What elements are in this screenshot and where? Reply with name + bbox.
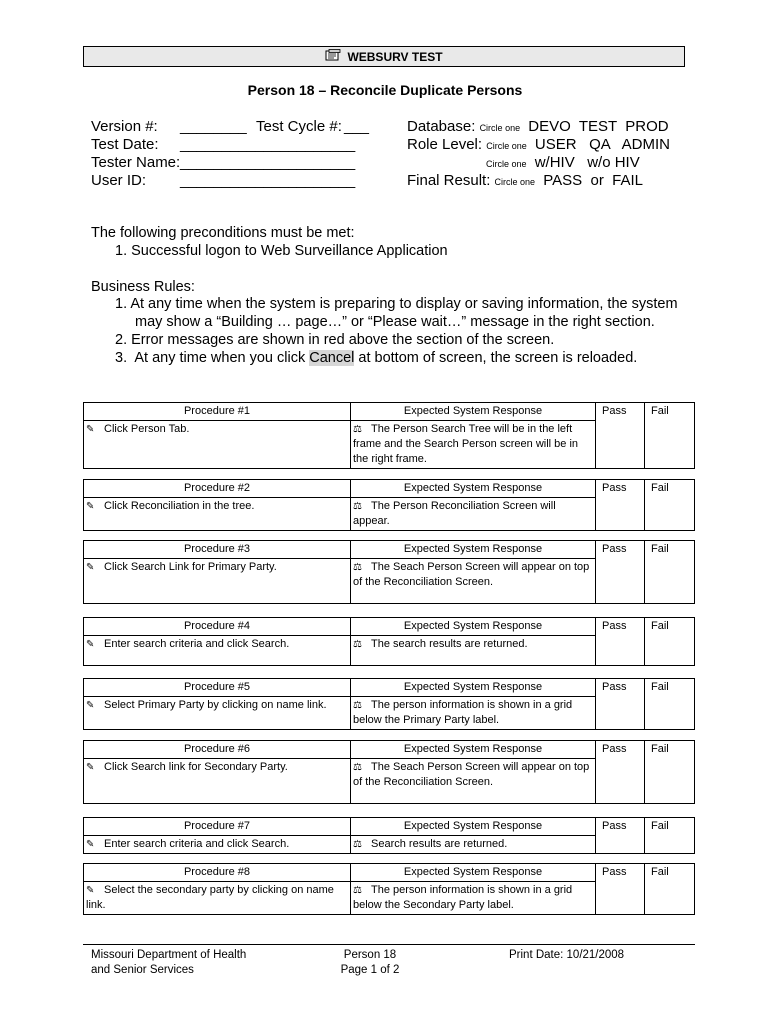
test-date-blank: _____________________ xyxy=(180,136,356,153)
version-blank: ________ xyxy=(180,118,247,135)
procedure-action: ✎ Click Search link for Secondary Party. xyxy=(84,759,351,804)
procedure-title: Procedure #6 xyxy=(84,741,351,759)
precondition-item: 1. Successful logon to Web Surveillance Application xyxy=(115,243,448,259)
expected-response: ⚖ The Person Reconciliation Screen will appear. xyxy=(351,498,596,531)
final-result-row xyxy=(407,172,643,189)
hand-pointer-icon: ✎ xyxy=(86,700,95,711)
fail-cell: Fail xyxy=(645,541,695,604)
procedure-action: ✎ Click Reconciliation in the tree. xyxy=(84,498,351,531)
database-row xyxy=(407,118,669,135)
expected-header: Expected System Response xyxy=(351,618,596,636)
database-options: DEVO TEST PROD xyxy=(528,118,669,135)
preconditions-intro: The following preconditions must be met: xyxy=(91,225,355,241)
hand-pointer-icon: ✎ xyxy=(86,839,95,850)
footer-organization: Missouri Department of Health and Senior Services xyxy=(91,949,247,976)
procedure-action: ✎ Click Person Tab. xyxy=(84,421,351,469)
expected-response: ⚖ The person information is shown in a grid below the Secondary Party label. xyxy=(351,882,596,915)
procedure-action: ✎ Select Primary Party by clicking on name link. xyxy=(84,697,351,730)
hiv-row xyxy=(486,154,640,171)
pass-cell: Pass xyxy=(596,403,645,469)
circle-one-note: Circle one xyxy=(486,141,527,151)
procedure-table-3 xyxy=(83,540,695,604)
hand-pointer-icon: ✎ xyxy=(86,639,95,650)
expected-header: Expected System Response xyxy=(351,741,596,759)
business-rule-1: 1. At any time when the system is preparing to display or saving information, the system xyxy=(115,296,678,312)
expected-header: Expected System Response xyxy=(351,480,596,498)
expected-header: Expected System Response xyxy=(351,541,596,559)
business-rule-3: 3. At any time when you click Cancel at bottom of screen, the screen is reloaded. xyxy=(115,350,638,366)
expected-response: ⚖ The Seach Person Screen will appear on top of the Reconciliation Screen. xyxy=(351,759,596,804)
business-rule-2: 2. Error messages are shown in red above the section of the screen. xyxy=(115,332,555,348)
tester-name-label: Tester Name: xyxy=(91,154,181,171)
pass-cell: Pass xyxy=(596,480,645,531)
user-id-label: User ID: xyxy=(91,172,147,189)
role-label: Role Level: xyxy=(407,136,483,153)
circle-one-note: Circle one xyxy=(494,177,536,187)
print-date: Print Date: 10/21/2008 xyxy=(509,949,625,961)
procedure-action: ✎ Click Search Link for Primary Party. xyxy=(84,559,351,604)
scale-icon: ⚖ xyxy=(353,700,362,711)
procedure-table-8 xyxy=(83,863,695,915)
pass-cell: Pass xyxy=(596,541,645,604)
circle-one-note: Circle one xyxy=(486,159,527,169)
pass-cell: Pass xyxy=(596,741,645,804)
hand-pointer-icon: ✎ xyxy=(86,885,95,896)
fail-cell: Fail xyxy=(645,618,695,666)
business-rules-title: Business Rules: xyxy=(91,279,195,295)
user-id-blank: _____________________ xyxy=(180,172,356,189)
hiv-options: w/HIV w/o HIV xyxy=(534,154,640,171)
scale-icon: ⚖ xyxy=(353,762,362,773)
pass-cell: Pass xyxy=(596,679,645,730)
scale-icon: ⚖ xyxy=(353,424,362,435)
footer-page-info xyxy=(300,948,440,978)
procedure-table-4 xyxy=(83,617,695,666)
pass-cell: Pass xyxy=(596,864,645,915)
page-title: Person 18 – Reconcile Duplicate Persons xyxy=(247,82,523,98)
procedure-title: Procedure #3 xyxy=(84,541,351,559)
procedure-title: Procedure #4 xyxy=(84,618,351,636)
procedure-table-7 xyxy=(83,817,695,854)
expected-response: ⚖ The search results are returned. xyxy=(351,636,596,666)
hand-pointer-icon: ✎ xyxy=(86,501,95,512)
cancel-highlight: Cancel xyxy=(309,350,355,366)
banner-text: WEBSURV TEST xyxy=(347,49,443,64)
expected-header: Expected System Response xyxy=(351,679,596,697)
circle-one-note: Circle one xyxy=(479,123,521,133)
expected-header: Expected System Response xyxy=(351,403,596,421)
expected-response: ⚖ Search results are returned. xyxy=(351,836,596,854)
scale-icon: ⚖ xyxy=(353,562,362,573)
procedure-title: Procedure #5 xyxy=(84,679,351,697)
scale-icon: ⚖ xyxy=(353,501,362,512)
pass-cell: Pass xyxy=(596,618,645,666)
pass-cell: Pass xyxy=(596,818,645,854)
tester-name-blank: _____________________ xyxy=(180,154,356,171)
fail-cell: Fail xyxy=(645,818,695,854)
fail-cell: Fail xyxy=(645,403,695,469)
expected-response: ⚖ The person information is shown in a grid below the Primary Party label. xyxy=(351,697,596,730)
fail-cell: Fail xyxy=(645,741,695,804)
procedure-table-2 xyxy=(83,479,695,531)
business-rule-1-cont: may show a “Building … page…” or “Please wait…” message in the right section. xyxy=(135,314,655,330)
procedure-table-5 xyxy=(83,678,695,730)
procedure-title: Procedure #2 xyxy=(84,480,351,498)
fail-cell: Fail xyxy=(645,679,695,730)
hand-pointer-icon: ✎ xyxy=(86,562,95,573)
hand-pointer-icon: ✎ xyxy=(86,762,95,773)
role-options: USER QA ADMIN xyxy=(534,136,670,153)
expected-header: Expected System Response xyxy=(351,818,596,836)
procedure-title: Procedure #8 xyxy=(84,864,351,882)
fail-cell: Fail xyxy=(645,480,695,531)
version-label: Version #: xyxy=(91,118,158,135)
test-cycle-blank: ___ xyxy=(344,118,370,135)
procedure-action: ✎ Enter search criteria and click Search. xyxy=(84,836,351,854)
expected-response: ⚖ The Seach Person Screen will appear on top of the Reconciliation Screen. xyxy=(351,559,596,604)
final-result-options: PASS or FAIL xyxy=(543,172,644,189)
document-icon xyxy=(325,49,341,64)
procedure-table-6 xyxy=(83,740,695,804)
hand-pointer-icon: ✎ xyxy=(86,424,95,435)
footer-divider xyxy=(83,944,695,945)
role-row xyxy=(407,136,670,153)
scale-icon: ⚖ xyxy=(353,885,362,896)
final-result-label: Final Result: xyxy=(407,172,491,189)
footer-doc-name: Person 18 xyxy=(343,949,397,961)
procedure-title: Procedure #1 xyxy=(84,403,351,421)
test-cycle-label: Test Cycle #: xyxy=(256,118,342,135)
expected-response: ⚖ The Person Search Tree will be in the left frame and the Search Person screen will be in the right frame. xyxy=(351,421,596,469)
procedure-action: ✎ Select the secondary party by clicking on name link. xyxy=(84,882,351,915)
database-label: Database: xyxy=(407,118,476,135)
expected-header: Expected System Response xyxy=(351,864,596,882)
scale-icon: ⚖ xyxy=(353,639,362,650)
procedure-title: Procedure #7 xyxy=(84,818,351,836)
fail-cell: Fail xyxy=(645,864,695,915)
procedure-action: ✎ Enter search criteria and click Search. xyxy=(84,636,351,666)
test-date-label: Test Date: xyxy=(91,136,159,153)
procedure-table-1 xyxy=(83,402,695,469)
banner xyxy=(83,46,685,67)
scale-icon: ⚖ xyxy=(353,839,362,850)
page-number: Page 1 of 2 xyxy=(340,964,400,976)
